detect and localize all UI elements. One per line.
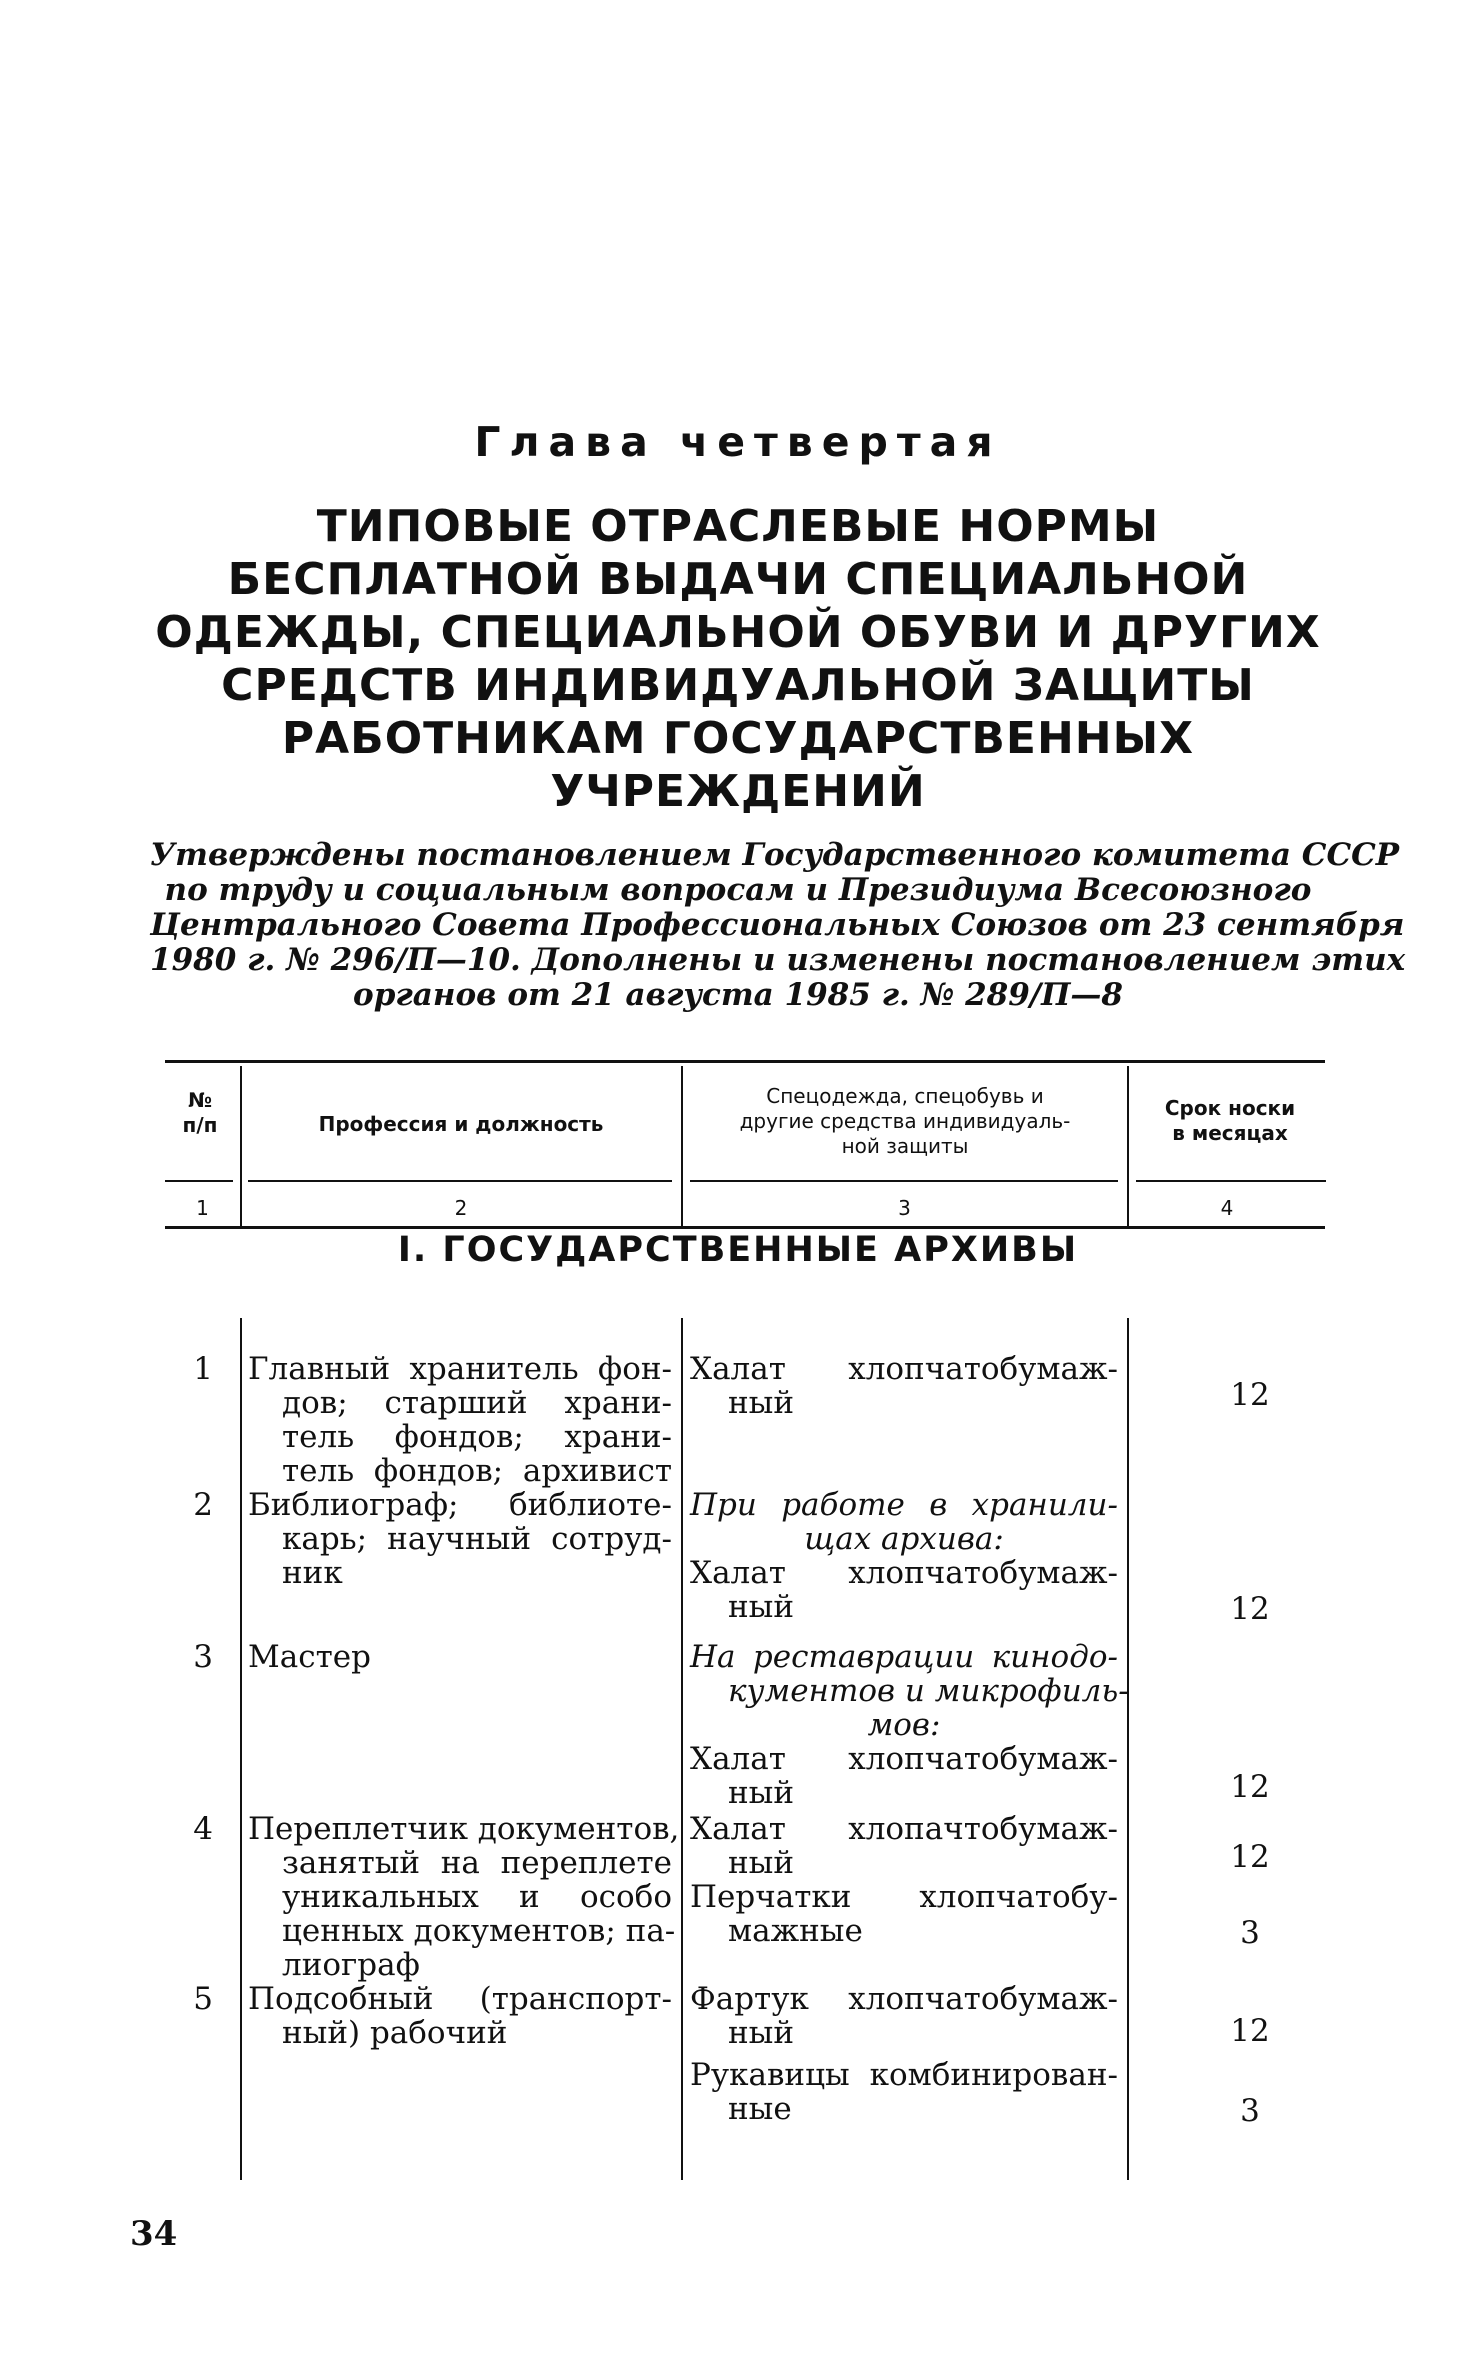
approval-line: органов от 21 августа 1985 г. № 289/П—8 (353, 977, 1123, 1013)
clothing-note: На реставрации кинодо- кументов и микрофиль- мов: (690, 1639, 1129, 1743)
clothing-cell: Халат хлопчатобумаж- ный (690, 1555, 1118, 1625)
clothing-note: При работе в хранили- щах архива: (690, 1487, 1118, 1557)
title-line: ОДЕЖДЫ, СПЕЦИАЛЬНОЙ ОБУВИ И ДРУГИХ (155, 607, 1321, 658)
clothing-cell: Фартук хлопчатобумаж- ный (690, 1981, 1118, 2051)
title-line: БЕСПЛАТНОЙ ВЫДАЧИ СПЕЦИАЛЬНОЙ (227, 554, 1249, 605)
term-cell: 3 (1240, 1915, 1260, 1951)
profession-cell: Переплетчик документов, занятый на переплете уникальных и особо ценных документов; па- лиограф (248, 1811, 680, 1983)
column-number: 1 (196, 1196, 209, 1220)
profession-cell: Библиограф; библиоте- карь; научный сотруд- ник (248, 1487, 672, 1591)
row-number: 1 (193, 1351, 213, 1387)
approval-line: Центрального Совета Профессиональных Союзов от 23 сентября (150, 907, 1405, 943)
chapter-label: Глава четвертая (474, 418, 1002, 466)
title-line: СРЕДСТВ ИНДИВИДУАЛЬНОЙ ЗАЩИТЫ (221, 660, 1255, 711)
term-cell: 12 (1230, 1591, 1270, 1627)
row-number: 2 (193, 1487, 213, 1523)
term-cell: 12 (1230, 2013, 1270, 2049)
profession-cell: Главный хранитель фон- дов; старший храни- тель фондов; храни- тель фондов; архивист (248, 1351, 672, 1489)
row-number: 3 (193, 1639, 213, 1675)
approval-line: Утверждены постановлением Государственного комитета СССР (150, 837, 1400, 873)
profession-cell: Мастер (248, 1639, 371, 1675)
clothing-cell: Рукавицы комбинирован- ные (690, 2057, 1118, 2127)
table-top-rule (165, 1060, 1325, 1063)
body-col-separator (1127, 1318, 1129, 2180)
header-num: № п/п (182, 1088, 218, 1137)
section-title: I. ГОСУДАРСТВЕННЫЕ АРХИВЫ (397, 1230, 1079, 1270)
column-number: 3 (898, 1196, 911, 1220)
header-divider-col4 (1136, 1180, 1326, 1182)
column-number-rule (165, 1226, 1325, 1229)
column-number: 4 (1220, 1196, 1234, 1220)
clothing-cell: Халат хлопчатобумаж- ный (690, 1351, 1118, 1421)
header-divider-col3 (690, 1180, 1118, 1182)
approval-line: 1980 г. № 296/П—10. Дополнены и изменены постановлением этих (150, 942, 1406, 978)
term-cell: 12 (1230, 1377, 1270, 1413)
term-cell: 12 (1230, 1839, 1270, 1875)
term-cell: 12 (1230, 1769, 1270, 1805)
column-number: 2 (454, 1196, 468, 1220)
document-title (130, 500, 1346, 818)
header-clothing: Спецодежда, спецобувь и другие средства индивидуаль- ной защиты (739, 1084, 1071, 1158)
term-cell: 3 (1240, 2093, 1260, 2129)
clothing-cell: Перчатки хлопчатобу- мажные (690, 1879, 1118, 1949)
row-number: 5 (193, 1981, 213, 2017)
body-col-separator (240, 1318, 242, 2180)
header-divider-col2 (248, 1180, 672, 1182)
body-col-separator (681, 1318, 683, 2180)
profession-cell: Подсобный (транспорт- ный) рабочий (248, 1981, 672, 2051)
title-line: УЧРЕЖДЕНИЙ (550, 766, 926, 817)
approval-note (150, 837, 1406, 1013)
approval-line: по труду и социальным вопросам и Президиума Всесоюзного (164, 872, 1312, 908)
clothing-cell: Халат хлопчатобумаж- ный (690, 1741, 1118, 1811)
title-line: РАБОТНИКАМ ГОСУДАРСТВЕННЫХ (281, 713, 1195, 764)
clothing-cell: Халат хлопачтобумаж- ный (690, 1811, 1118, 1881)
page-number: 34 (130, 2214, 178, 2254)
row-number: 4 (193, 1811, 213, 1847)
title-line: ТИПОВЫЕ ОТРАСЛЕВЫЕ НОРМЫ (316, 501, 1160, 552)
header-divider-col1 (165, 1180, 233, 1182)
header-term: Срок носки в месяцах (1164, 1096, 1296, 1145)
header-profession: Профессия и должность (318, 1112, 604, 1136)
